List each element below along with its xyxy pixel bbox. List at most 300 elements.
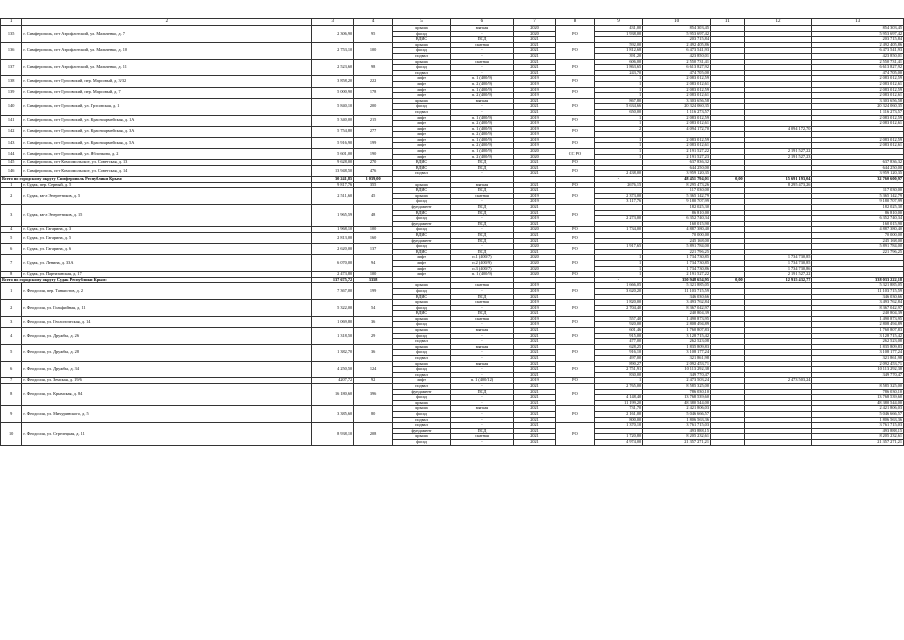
method-cell: РО — [556, 423, 595, 445]
year-cell: 2019 — [513, 137, 555, 143]
volume-cell: 2 161,00 — [594, 411, 642, 417]
row-number: 10 — [1, 423, 22, 445]
method-cell: РО — [556, 272, 595, 278]
total-cost: 350 948 654,95 — [643, 277, 711, 283]
work-type-cell: подвал — [393, 171, 451, 177]
year-cell: 2021 — [513, 232, 555, 238]
cost-cell: 21 357 271,21 — [643, 439, 711, 445]
year-cell: 2020 — [513, 154, 555, 160]
repair-program-table — [0, 18, 904, 446]
work-subtype-cell: - — [451, 372, 514, 378]
volume-cell: 243,70 — [594, 70, 642, 76]
work-type-cell: крыша — [393, 316, 451, 322]
residents-cell: 100 — [354, 272, 393, 278]
cost-cell: 10 113 292,38 — [643, 367, 711, 373]
fund-cell: 2 473 503,24 — [744, 378, 812, 384]
cost-cell: 346 030,66 — [643, 294, 711, 300]
work-type-cell: ВДИС — [393, 210, 451, 216]
cost-cell: 321 861,98 — [643, 356, 711, 362]
row-number: 1 — [1, 182, 22, 188]
area-cell: 2 511,60 — [312, 188, 354, 205]
cost-cell: 245 168,00 — [643, 238, 711, 244]
work-type-cell: лифт — [393, 126, 451, 132]
fund-cell: 8 585 325,00 — [812, 384, 904, 390]
cost-cell: 2 191 527,22 — [643, 149, 711, 155]
row-number: 140 — [1, 98, 22, 115]
method-cell: РО — [556, 59, 595, 76]
cost-cell: 2 808 494,89 — [643, 322, 711, 328]
year-cell: 2021 — [513, 439, 555, 445]
cost-cell: 2 083 012,59 — [643, 76, 711, 82]
fund-cell: 2 808 494,89 — [812, 322, 904, 328]
year-cell: 2021 — [513, 70, 555, 76]
volume-cell: 3 620,20 — [594, 288, 642, 294]
area-cell: 2 620,00 — [312, 244, 354, 255]
work-subtype-cell: - — [451, 367, 514, 373]
fund-cell: 3 959 120,35 — [812, 171, 904, 177]
cost-cell: 240 804,39 — [643, 311, 711, 317]
fund-cell: 6 473 541,93 — [812, 48, 904, 54]
fund-cell: 182 025,30 — [812, 205, 904, 211]
cost-cell: 3 108 177,24 — [643, 350, 711, 356]
work-subtype-cell: п. 2 (400/9) — [451, 81, 514, 87]
method-cell: РО — [556, 165, 595, 176]
work-subtype-cell: мягкая — [451, 182, 514, 188]
cost-cell: 182 025,30 — [643, 205, 711, 211]
year-cell: 2021 — [513, 221, 555, 227]
work-type-cell: подвал — [393, 339, 451, 345]
work-type-cell: подвал — [393, 423, 451, 429]
work-type-cell: крыша — [393, 400, 451, 406]
volume-cell: 830,00 — [594, 372, 642, 378]
volume-cell: 4 974,00 — [594, 439, 642, 445]
row-number: 5 — [1, 232, 22, 243]
year-cell: 2019 — [513, 143, 555, 149]
work-type-cell: лифт — [393, 154, 451, 160]
cost-cell: 2 083 012,61 — [643, 121, 711, 127]
row-number: 2 — [1, 300, 22, 317]
work-subtype-cell: ПСД — [451, 238, 514, 244]
volume-cell: 11 199,20 — [594, 400, 642, 406]
work-subtype-cell: скатная — [451, 193, 514, 199]
work-type-cell: фасад — [393, 350, 451, 356]
row-number: 7 — [1, 255, 22, 272]
row-number: 3 — [1, 205, 22, 227]
work-subtype-cell: п. 1 (400/9) — [451, 149, 514, 155]
volume-cell: 731,70 — [594, 406, 642, 412]
method-cell: РО — [556, 255, 595, 272]
work-subtype-cell: п. 1 (400/9) — [451, 76, 514, 82]
address-cell: г. Феодосия, ул. Стрелецкая, д. 11 — [22, 423, 312, 445]
fund-cell: 2 191 527,22 — [744, 149, 812, 155]
work-subtype-cell: скатная — [451, 434, 514, 440]
area-cell: 2 523,60 — [312, 59, 354, 76]
work-type-cell: крыша — [393, 98, 451, 104]
cost-cell: 2 083 012,59 — [643, 115, 711, 121]
volume-cell: 1 — [594, 93, 642, 99]
fund-cell: 1 734 730,85 — [744, 260, 812, 266]
residents-cell: 124 — [354, 361, 393, 378]
work-subtype-cell: - — [451, 417, 514, 423]
cost-cell: 474 705,00 — [643, 70, 711, 76]
header-cell: 1 — [1, 19, 22, 26]
row-number: 135 — [1, 26, 22, 43]
total-fund: 15 691 193,04 — [744, 177, 812, 183]
address-cell: г. Феодосия, пер. Танкистов, д. 2 — [22, 283, 312, 300]
area-cell: 3 858,20 — [312, 76, 354, 87]
fund-cell: 493 888,15 — [812, 428, 904, 434]
work-subtype-cell: - — [451, 395, 514, 401]
cost-cell: 3 128 715,42 — [643, 333, 711, 339]
address-cell: г. Симферополь, пгт Аэрофлотский, ул. Мальченко, д. 10 — [22, 42, 312, 59]
address-cell: г. Симферополь, пгт Комсомольское, ул. Советская, д. 14 — [22, 165, 312, 176]
method-cell: РО — [556, 328, 595, 345]
work-type-cell: фасад — [393, 395, 451, 401]
method-cell: РО — [556, 384, 595, 406]
work-subtype-cell: п. 2 (400/9) — [451, 132, 514, 138]
row-number: 4 — [1, 328, 22, 345]
address-cell: г. Судак, ул. Гагарина, д. 5 — [22, 232, 312, 243]
fund-cell: 644 250,00 — [812, 165, 904, 171]
work-type-cell: ВДИС — [393, 249, 451, 255]
address-cell: г. Феодосия, ул. Геологическая, д. 14 — [22, 316, 312, 327]
volume-cell: 1 666,05 — [594, 283, 642, 289]
row-number: 8 — [1, 384, 22, 406]
volume-cell: 1 — [594, 121, 642, 127]
work-subtype-cell: - — [451, 400, 514, 406]
volume-cell: 1 370,10 — [594, 423, 642, 429]
row-number: 7 — [1, 378, 22, 384]
cost-cell: 5 891 784,00 — [643, 244, 711, 250]
fund-cell: 5 046 666,57 — [812, 411, 904, 417]
work-type-cell: ВДИС — [393, 37, 451, 43]
work-subtype-cell: - — [451, 53, 514, 59]
method-cell: РО — [556, 316, 595, 327]
year-cell: 2021 — [513, 411, 555, 417]
year-cell: 2021 — [513, 428, 555, 434]
residents-cell: 94 — [354, 255, 393, 272]
year-cell: 2019 — [513, 81, 555, 87]
cost-cell: 3 761 715,03 — [643, 423, 711, 429]
work-subtype-cell: - — [451, 31, 514, 37]
work-subtype-cell: п. 1 (400/12) — [451, 378, 514, 384]
volume-cell: 1 938,00 — [594, 31, 642, 37]
method-cell: СС РО — [556, 149, 595, 160]
residents-cell: 178 — [354, 87, 393, 98]
method-cell: РО — [556, 98, 595, 115]
total-fund: 0,00 — [710, 277, 744, 283]
work-type-cell: ВДИС — [393, 165, 451, 171]
cost-cell: 854 303,45 — [643, 26, 711, 32]
area-cell: 1 318,50 — [312, 328, 354, 345]
address-cell: г. Судак, ул. Гагарина, д. 3 — [22, 227, 312, 233]
work-subtype-cell: - — [451, 199, 514, 205]
volume-cell: 916,10 — [594, 350, 642, 356]
method-cell: РО — [556, 126, 595, 137]
volume-cell: 592,00 — [594, 42, 642, 48]
residents-cell: 200 — [354, 98, 393, 115]
fund-cell: 20 324 060,35 — [812, 104, 904, 110]
address-cell: г. Симферополь, пгт Грэсовский, ул. Яблочкова, д. 2 — [22, 149, 312, 160]
address-cell: г. Симферополь, пгт Грэсовский, ул. Красноармейская, д. 5А — [22, 137, 312, 148]
work-subtype-cell: п.1 (400/7) — [451, 255, 514, 261]
work-subtype-cell: - — [451, 305, 514, 311]
residents-cell: 222 — [354, 76, 393, 87]
work-type-cell: крыша — [393, 193, 451, 199]
area-cell: 13 948,50 — [312, 165, 354, 176]
row-number: 137 — [1, 59, 22, 76]
work-subtype-cell: - — [451, 439, 514, 445]
row-number: 3 — [1, 316, 22, 327]
method-cell: РО — [556, 137, 595, 148]
fund-cell: 5 365 142,79 — [812, 193, 904, 199]
cost-cell: 70 000,00 — [643, 232, 711, 238]
address-cell: г. Симферополь, пгт Грэсовский, пер. Марсовый, д. 3/32 — [22, 76, 312, 87]
year-cell: 2021 — [513, 59, 555, 65]
fund-cell: 2 191 527,22 — [744, 272, 812, 278]
work-subtype-cell: ПСД — [451, 160, 514, 166]
cost-cell: 2 083 012,61 — [643, 93, 711, 99]
volume-cell: 391,20 — [594, 53, 642, 59]
year-cell: 2019 — [513, 378, 555, 384]
year-cell: 2021 — [513, 37, 555, 43]
address-cell: г. Судак, кв-л Энергетиков, д. 5 — [22, 188, 312, 205]
year-cell: 2021 — [513, 406, 555, 412]
work-type-cell: подвал — [393, 53, 451, 59]
year-cell: 2021 — [513, 339, 555, 345]
work-subtype-cell: - — [451, 350, 514, 356]
work-type-cell: подвал — [393, 70, 451, 76]
address-cell: г. Симферополь, пгт Грэсовский, пер. Марсовый, д. 7 — [22, 87, 312, 98]
year-cell: 2020 — [513, 244, 555, 250]
area-cell: 2 473,80 — [312, 272, 354, 278]
work-subtype-cell: мягкая — [451, 344, 514, 350]
cost-cell: 1 734 730,85 — [643, 255, 711, 261]
cost-cell: 1 116 273,57 — [643, 109, 711, 115]
work-type-cell: ВДИС — [393, 232, 451, 238]
work-subtype-cell: - — [451, 65, 514, 71]
work-type-cell: крыша — [393, 434, 451, 440]
volume-cell: 2 273,00 — [594, 216, 642, 222]
cost-cell: 117 030,00 — [643, 188, 711, 194]
year-cell: 2021 — [513, 333, 555, 339]
year-cell: 2021 — [513, 109, 555, 115]
volume-cell: 1 — [594, 137, 642, 143]
work-type-cell: лифт — [393, 93, 451, 99]
work-subtype-cell: ПСД — [451, 428, 514, 434]
fund-cell: 48 380 544,00 — [812, 400, 904, 406]
method-cell: РО — [556, 227, 595, 233]
header-cell: 13 — [812, 19, 904, 26]
address-cell: г. Симферополь, пгт Аэрофлотский, ул. Мальченко, д. 11 — [22, 59, 312, 76]
work-subtype-cell: - — [451, 288, 514, 294]
volume-cell: 1 — [594, 272, 642, 278]
work-subtype-cell: скатная — [451, 316, 514, 322]
total-fund: 338 033 222,18 — [812, 277, 904, 283]
year-cell: 2021 — [513, 389, 555, 395]
cost-cell: 11 103 715,59 — [643, 288, 711, 294]
method-cell: РО — [556, 160, 595, 166]
residents-cell: 199 — [354, 283, 393, 300]
address-cell: г. Симферополь, пгт Комсомольское, ул. Советская, д. 13 — [22, 160, 312, 166]
work-subtype-cell: - — [451, 171, 514, 177]
work-type-cell: фасад — [393, 199, 451, 205]
area-cell: 5 000,90 — [312, 87, 354, 98]
row-number: 141 — [1, 115, 22, 126]
work-subtype-cell: - — [451, 109, 514, 115]
work-subtype-cell: скатная — [451, 59, 514, 65]
residents-cell: 137 — [354, 244, 393, 255]
fund-cell: 1 116 273,57 — [812, 109, 904, 115]
table-body — [1, 19, 904, 446]
residents-cell: 80 — [354, 406, 393, 423]
residents-cell: 476 — [354, 165, 393, 176]
residents-cell: 92 — [354, 378, 393, 384]
fund-cell: 2 083 012,61 — [812, 81, 904, 87]
fund-cell: 2 421 806,03 — [812, 406, 904, 412]
work-type-cell: лифт — [393, 260, 451, 266]
total-label: Всего по городскому округу Судак Республики Крым: — [1, 277, 312, 283]
residents-cell: 396 — [354, 384, 393, 406]
area-cell: 5 916,90 — [312, 137, 354, 148]
cost-cell: 1 734 730,85 — [643, 260, 711, 266]
fund-cell: 5 891 784,00 — [812, 244, 904, 250]
work-subtype-cell: - — [451, 423, 514, 429]
cost-cell: 493 888,15 — [643, 428, 711, 434]
work-type-cell: подвал — [393, 417, 451, 423]
fund-cell: 1 835 809,83 — [812, 344, 904, 350]
address-cell: г. Судак, ул. Ленина, д. 33А — [22, 255, 312, 272]
fund-cell: 11 103 715,59 — [812, 288, 904, 294]
fund-cell — [744, 439, 812, 445]
method-cell: РО — [556, 76, 595, 87]
year-cell: 2021 — [513, 160, 555, 166]
total-volume: - — [594, 177, 642, 183]
year-cell: 2021 — [513, 350, 555, 356]
total-area: 137 675,72 — [312, 277, 354, 283]
volume-cell: 1 — [594, 149, 642, 155]
work-subtype-cell: п. 2 (400/9) — [451, 154, 514, 160]
cost-cell: 48 380 544,00 — [643, 400, 711, 406]
volume-cell: 920,00 — [594, 322, 642, 328]
work-subtype-cell: ПСД — [451, 37, 514, 43]
cost-cell: 2 492 405,86 — [643, 42, 711, 48]
year-cell: 2021 — [513, 65, 555, 71]
work-subtype-cell: ПСД — [451, 205, 514, 211]
address-cell: г. Симферополь, пгт Грэсовский, ул. Красноармейская, д. 1А — [22, 115, 312, 126]
cost-cell: 5 953 697,42 — [643, 31, 711, 37]
fund-cell: 423 850,01 — [812, 53, 904, 59]
area-cell: 1 968,10 — [312, 227, 354, 233]
year-cell: 2021 — [513, 311, 555, 317]
area-cell: 5 601,00 — [312, 149, 354, 160]
volume-cell: 1 — [594, 378, 642, 384]
work-type-cell: подвал — [393, 109, 451, 115]
volume-cell: 2 751,91 — [594, 367, 642, 373]
year-cell: 2019 — [513, 115, 555, 121]
volume-cell: 1 — [594, 76, 642, 82]
row-number: 144 — [1, 149, 22, 160]
fund-cell: 86 810,00 — [812, 210, 904, 216]
cost-cell: 2 083 012,59 — [643, 137, 711, 143]
work-subtype-cell: мягкая — [451, 26, 514, 32]
cost-cell: 160 015,90 — [643, 221, 711, 227]
row-number: 6 — [1, 361, 22, 378]
area-cell: 7 367,00 — [312, 283, 354, 300]
fund-cell: 3 761 715,03 — [812, 423, 904, 429]
total-volume: - — [594, 277, 642, 283]
area-cell: 4 250,50 — [312, 361, 354, 378]
address-cell: г. Судак, ул. Гагарина, д. 6 — [22, 244, 312, 255]
area-cell: 5 840,10 — [312, 98, 354, 115]
fund-cell: 5 321 885,05 — [812, 283, 904, 289]
cost-cell: 3 493 762,84 — [643, 300, 711, 306]
fund-cell: 10 113 292,38 — [812, 367, 904, 373]
residents-cell: 215 — [354, 115, 393, 126]
row-number: 146 — [1, 165, 22, 176]
total-area: 30 241,85 — [312, 177, 354, 183]
fund-cell: 6 352 740,34 — [812, 216, 904, 222]
address-cell: г. Симферополь, пгт Грэсовский, ул. Красноармейская, д. 3А — [22, 126, 312, 137]
fund-cell: 3 128 715,42 — [812, 333, 904, 339]
total-cost: 48 451 794,01 — [643, 177, 711, 183]
cost-cell: 221 796,25 — [643, 249, 711, 255]
work-subtype-cell: п. 1 (400/9) — [451, 272, 514, 278]
volume-cell: 601,46 — [594, 328, 642, 334]
year-cell: 2020 — [513, 260, 555, 266]
year-cell: 2020 — [513, 272, 555, 278]
year-cell: 2021 — [513, 400, 555, 406]
fund-cell: 9 180 707,99 — [812, 199, 904, 205]
cost-cell: 644 250,00 — [643, 165, 711, 171]
volume-cell: 431,00 — [594, 26, 642, 32]
year-cell: 2021 — [513, 104, 555, 110]
work-type-cell: фасад — [393, 322, 451, 328]
work-type-cell: ВДИС — [393, 294, 451, 300]
cost-cell: 86 810,00 — [643, 210, 711, 216]
work-type-cell: крыша — [393, 300, 451, 306]
fund-cell: 1 490 873,95 — [812, 316, 904, 322]
year-cell: 2021 — [513, 372, 555, 378]
fund-cell: 2 083 012,61 — [812, 93, 904, 99]
work-type-cell: фасад — [393, 227, 451, 233]
work-type-cell: подвал — [393, 384, 451, 390]
fund-cell: 8 367 042,97 — [812, 305, 904, 311]
area-cell: 1 965,59 — [312, 205, 354, 227]
work-type-cell: лифт — [393, 137, 451, 143]
residents-cell: 100 — [354, 227, 393, 233]
header-cell: 6 — [451, 19, 514, 26]
residents-cell: 355 — [354, 182, 393, 188]
work-subtype-cell: ПСД — [451, 221, 514, 227]
fund-cell: 160 015,90 — [812, 221, 904, 227]
cost-cell: 8 585 325,00 — [643, 384, 711, 390]
work-subtype-cell: п. 2 (400/9) — [451, 93, 514, 99]
cost-cell: 2 083 012,59 — [643, 87, 711, 93]
method-cell: РО — [556, 205, 595, 227]
area-cell: 9 817,76 — [312, 182, 354, 188]
year-cell: 2021 — [513, 188, 555, 194]
work-type-cell: фасад — [393, 216, 451, 222]
volume-cell: 867,80 — [594, 98, 642, 104]
year-cell: 2019 — [513, 322, 555, 328]
method-cell: РО — [556, 115, 595, 126]
fund-cell: 5 953 697,42 — [812, 31, 904, 37]
work-type-cell: фасад — [393, 104, 451, 110]
work-type-cell: лифт — [393, 87, 451, 93]
work-type-cell: фасад — [393, 31, 451, 37]
year-cell: 2021 — [513, 356, 555, 362]
